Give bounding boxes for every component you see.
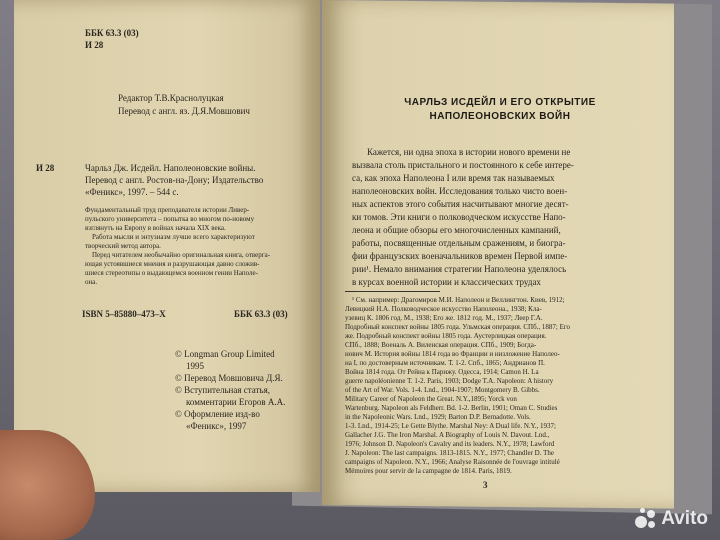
chapter-title-line: ЧАРЛЬЗ ИСДЕЙЛ И ЕГО ОТКРЫТИЕ [404,97,596,108]
annotation-line: Фундаментальный труд преподавателя истории Ливер- [85,206,250,214]
body-line: ки томов. Эти книги о полководческом искусстве Напо- [352,212,566,222]
body-line: леона и общие обзоры его многочисленных кампаний, [352,225,561,235]
footnote-line: узевиц К. 1806 год. М., 1938; Его же. 1812 год. М., 1937; Леер Г.А. [345,314,543,322]
footnote-line: 1-3. Lnd., 1914-25; Le Gette Blythe. Marshal Ney: A Dual life. N.Y., 1937; [345,422,557,430]
footnote-line: Military Career of Napoleon the Great. N.Y.,1895; Yorck von [345,395,517,403]
footnote-line: of the Art of War. Vols. 1-4. Lnd., 1904-1907; Montgomery B. Gibbs. [345,386,540,394]
footnote-line: Подробный конспект войны 1805 года. Ульмская операция. СПб., 1887; Его [345,323,571,331]
footnote-line: на I, по достоверным источникам. Т. 1-2. Спб., 1865; Андрианов П. [345,359,545,367]
annotation-line: Перед читателем необычайно оригинальная книга, отверга- [92,251,271,259]
chapter-title-line: НАПОЛЕОНОВСКИХ ВОЙН [429,111,571,122]
annotation-line: ющая устоявшиеся мнения и разрушающая давно сложив- [85,260,260,268]
catalog-index: И 28 [36,163,55,173]
copyright-line: © Longman Group Limited [175,349,275,359]
page-number: 3 [483,480,488,490]
copyright-line: комментарии Егоров А.А. [186,397,286,407]
annotation-line: взглянуть на Европу в войнах начала XIX века. [85,224,226,232]
body-line: работы, посвященные отдельным сражениям, и биогра- [352,238,566,248]
body-line: са, как эпоха Наполеона I или время так называемых [352,173,555,183]
author-index: И 28 [85,40,104,50]
isbn: ISBN 5–85880–473–X [82,309,166,319]
footnote-rule [345,291,440,292]
footnote-line: Война 1814 года. От Рейна к Парижу. Одесса, 1914; Camon H. La [345,368,539,376]
footnote-line: J. Napoleon: The last campaigns. 1813-1815. N.Y., 1977; Chandler D. The [345,449,554,457]
copyright-line: «Феникс», 1997 [186,421,247,431]
editor-credit: Редактор Т.В.Краснолуцкая [118,93,224,103]
copyright-line: © Перевод Мовшовича Д.Я. [175,373,283,383]
footnote-line: нович М. История войны 1814 года во Франции и низложение Наполео- [345,350,560,358]
copyright-line: © Оформление изд-во [175,409,260,419]
chapter-title [380,96,620,124]
bib-line: Чарльз Дж. Исдейл. Наполеоновские войны. [85,163,256,173]
footnote-line: Mémoires pour servir de la campagne de 1814. Paris, 1819. [345,467,512,475]
footnote-line: campaigns of Napoleon. N.Y., 1966; Analyse Raisonnée de l'ouvrage intitulé [345,458,560,466]
bbk-bottom: ББК 63.3 (03) [234,309,288,319]
annotation-line: она. [85,278,98,286]
body-line: наполеоновских войн. Исследования только чисто воен- [352,186,568,196]
footnote-line: СПб., 1888; Военаль А. Виленская операция. СПб., 1909; Богда- [345,341,537,349]
bib-line: Перевод с англ. Ростов-на-Дону; Издательство [85,175,264,185]
footnote-line: Wartenburg. Napoleon als Feldherr. Bd. 1-2. Berlin, 1901; Oman C. Studies [345,404,558,412]
body-line: фии французских военачальников времен Первой импе- [352,251,568,261]
translator-credit: Перевод с англ. яз. Д.Я.Мовшович [118,106,250,116]
avito-label: Avito [661,508,708,529]
annotation-line: пульского университета – попытка во многом по-новому [85,215,255,223]
body-line: в курсах военной истории и классических трудах [352,277,541,287]
avito-watermark [635,508,708,530]
copyright-line: © Вступительная статья, [175,385,270,395]
body-line: рии¹. Немало внимания стратегии Наполеона уделялось [352,264,567,274]
footnote-line: Gallacher J.G. The Iron Marshal. A Biography of Louis N. Davout. Lnd., [345,431,550,439]
body-line: Кажется, ни одна эпоха в истории нового времени не [367,147,571,157]
footnote-line: Левицкий Н.А. Полководческое искусство Наполеона., 1938; Кла- [345,305,542,313]
footnote-line: 1976; Johnson D. Napoleon's Cavalry and its leaders. N.Y., 1978; Lawford [345,440,555,448]
bbk-code: ББК 63.3 (03) [85,28,139,38]
footnote-line: in the Napoleonic Wars. Lnd., 1929; Barton D.P. Bernadotte. Vols. [345,413,531,421]
footnote-line: ¹ См. например: Драгомиров М.И. Наполеон и Веллингтон. Киев, 1912; [352,296,565,304]
annotation-line: шиеся стереотипы о выдающемся военном гении Наполе- [85,269,258,277]
footnote-line: же. Подробный конспект войны 1805 года. Аустерлицкая операция. [345,332,547,340]
annotation-line: Работа мысли и энтузиазм лучше всего характеризуют [92,233,255,241]
bib-line: «Феникс», 1997. – 544 с. [85,187,179,197]
avito-logo-icon [635,508,657,530]
body-line: вызвала столь пристального и постоянного к себе интере- [352,160,574,170]
annotation-line: творческий метод автора. [85,242,161,250]
body-line: ных аспектов этого события насчитывают многие десят- [352,199,569,209]
footnote-line: guerre napoléonienne T. 1-2. Paris, 1903; Dodge T.A. Napoleon: A history [345,377,554,385]
copyright-line: 1995 [186,361,204,371]
